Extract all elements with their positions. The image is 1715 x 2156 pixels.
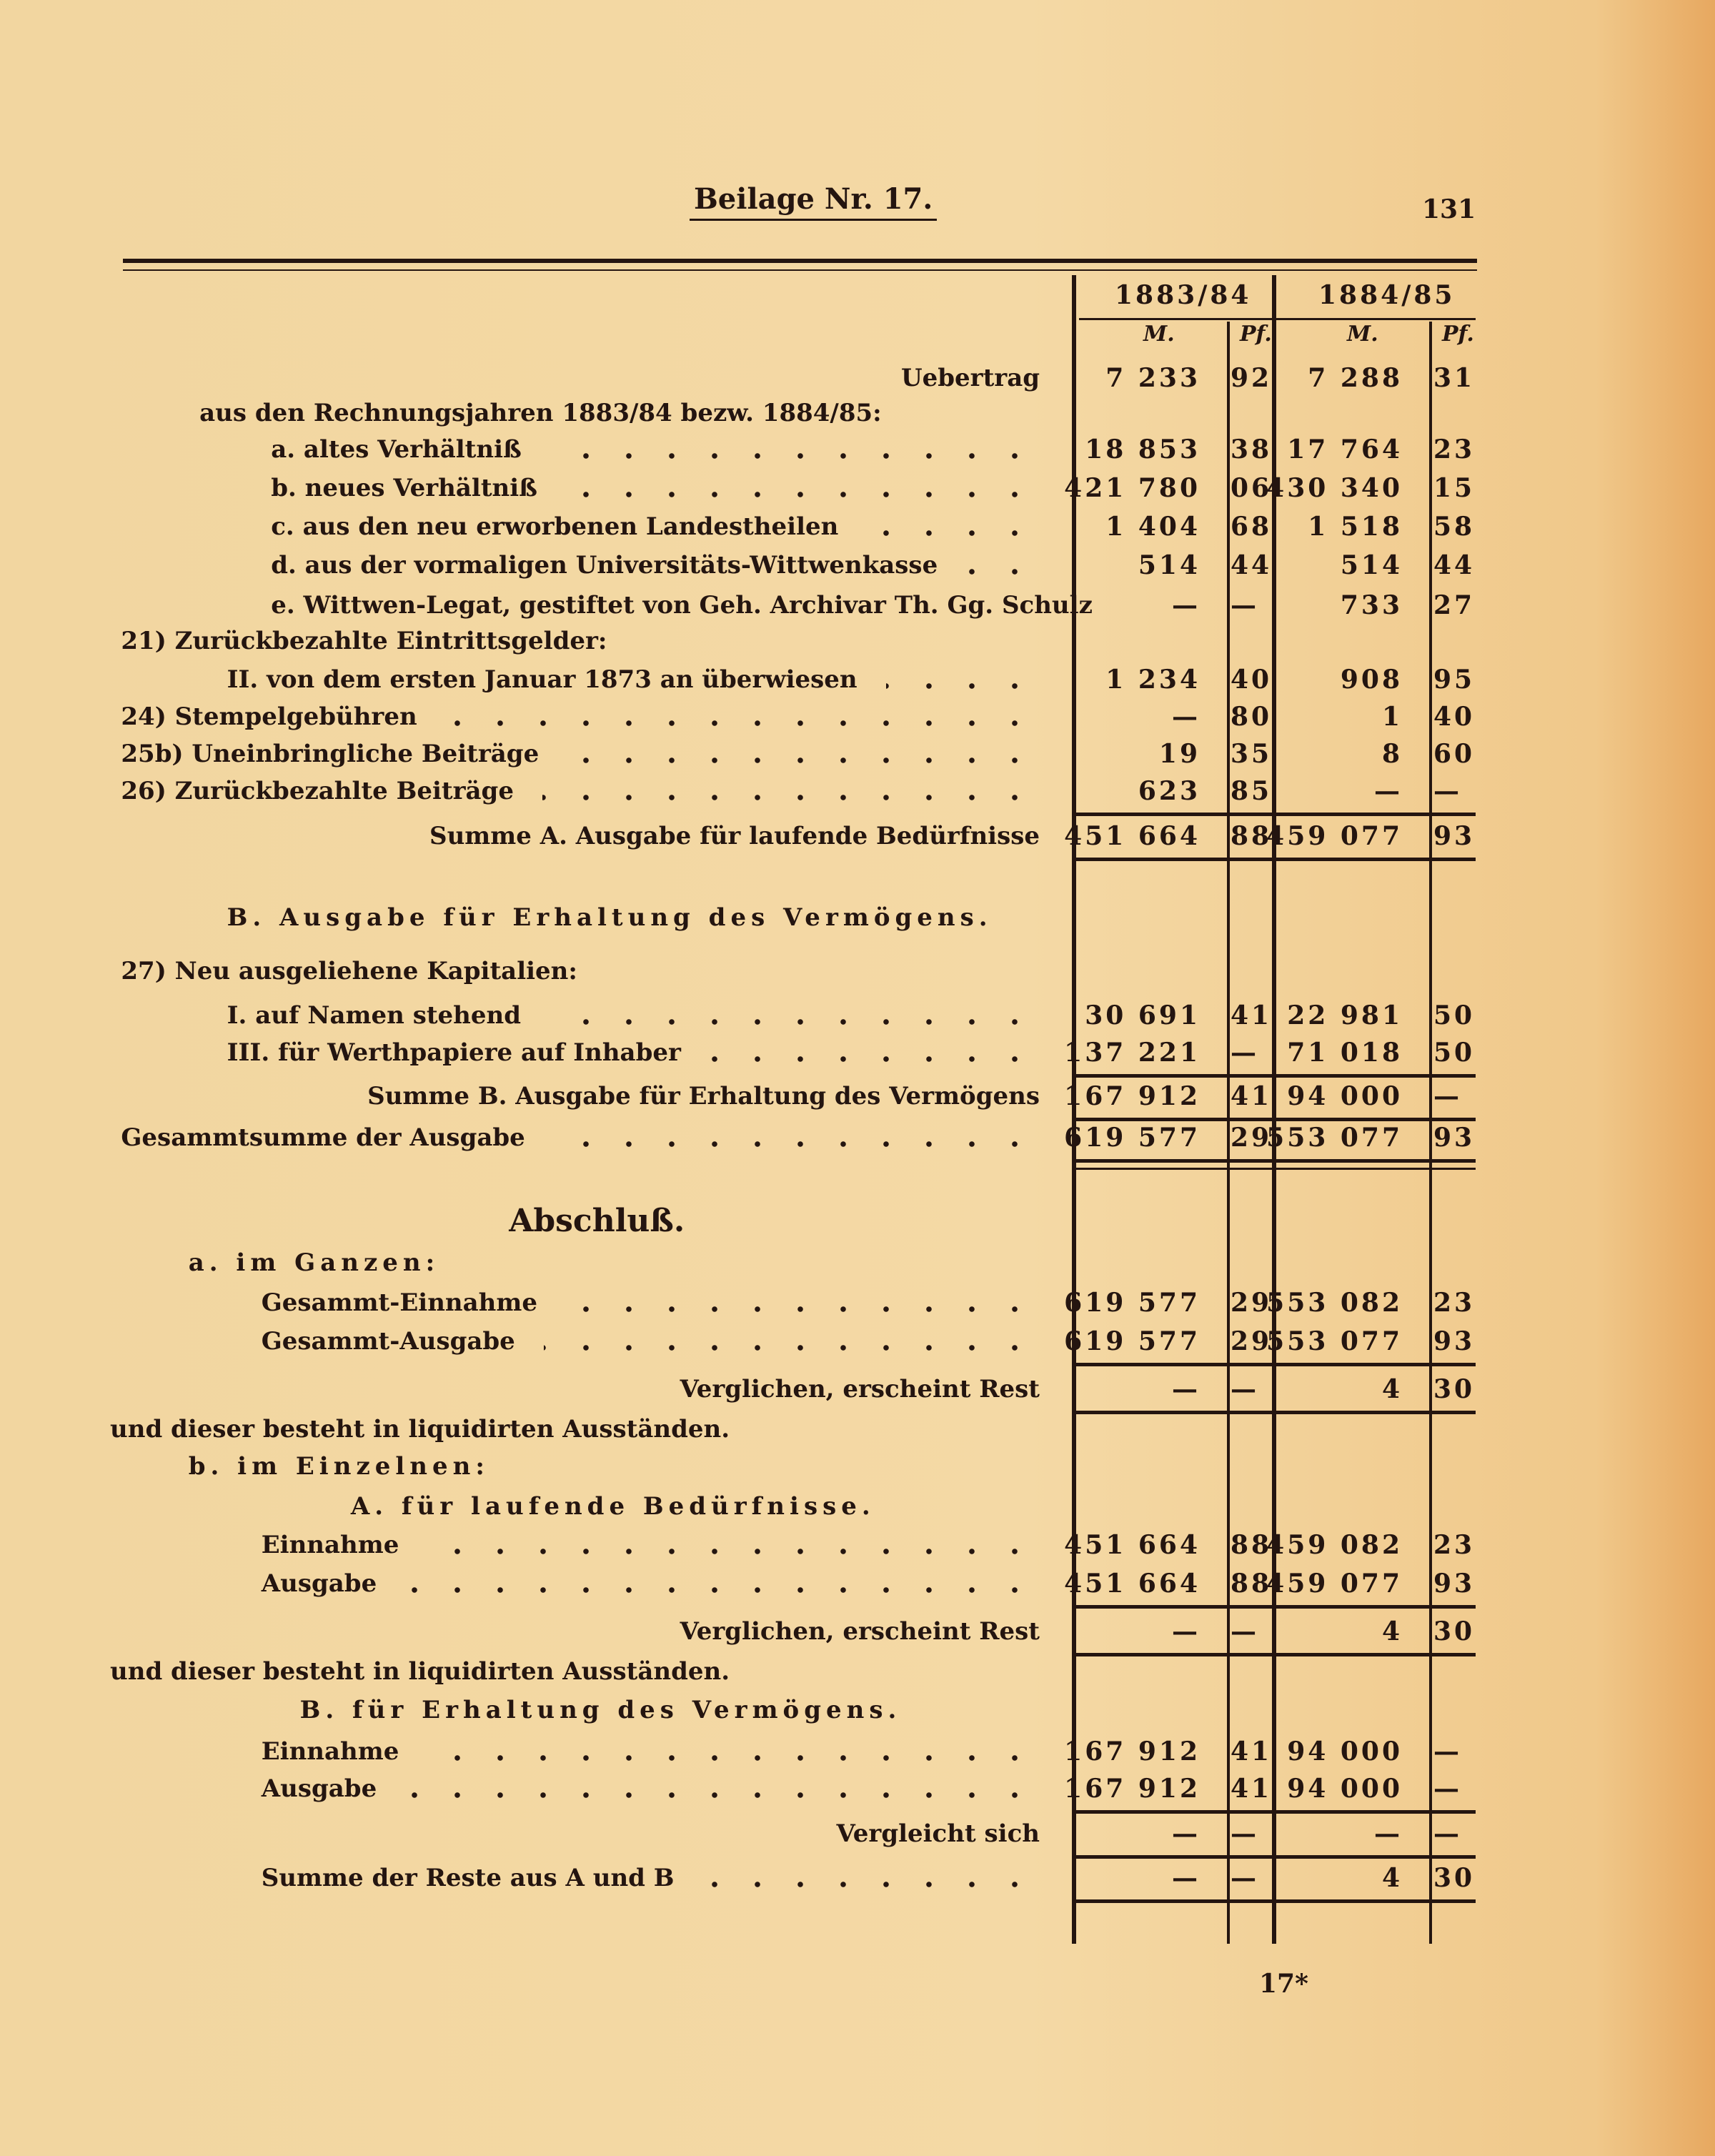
pfennig-header-1: Pf.: [1240, 322, 1272, 347]
cell-pfennig-1883: 41: [1231, 1081, 1273, 1112]
cell-mark-1884: 4: [1381, 1616, 1403, 1647]
year-header-1884: 1884/85: [1318, 280, 1456, 310]
row-label: Abschluß.: [509, 1203, 685, 1240]
sum-rule: [1072, 1810, 1476, 1814]
mark-header-2: M.: [1347, 322, 1378, 347]
sum-rule: [1072, 858, 1476, 861]
cell-mark-1883: —: [1172, 590, 1200, 620]
dot-leader: [550, 1019, 1036, 1025]
cell-mark-1883: 19: [1158, 738, 1200, 769]
cell-pfennig-1884: 93: [1433, 1568, 1476, 1599]
cell-pfennig-1884: 44: [1433, 550, 1476, 581]
row-label: Gesammt-Ausgabe: [261, 1326, 515, 1356]
cell-pfennig-1884: —: [1433, 1081, 1462, 1112]
table-row: [0, 1035, 1715, 1070]
cell-mark-1883: 514: [1138, 550, 1200, 581]
cell-pfennig-1884: 15: [1433, 473, 1476, 504]
cell-pfennig-1883: —: [1231, 590, 1259, 620]
sum-rule: [1072, 1411, 1476, 1414]
row-label: III. für Werthpapiere auf Inhaber: [227, 1038, 681, 1067]
sum-rule: [1072, 1168, 1476, 1170]
cell-pfennig-1884: 30: [1433, 1616, 1476, 1647]
cell-mark-1884: 22 981: [1287, 1000, 1403, 1030]
page-title: Beilage Nr. 17.: [690, 182, 937, 221]
table-row: [0, 1566, 1715, 1601]
cell-mark-1884: —: [1374, 1819, 1403, 1849]
cell-mark-1884: 514: [1340, 550, 1403, 581]
cell-pfennig-1883: —: [1231, 1819, 1259, 1849]
cell-pfennig-1883: 29: [1231, 1326, 1273, 1356]
cell-pfennig-1884: 50: [1433, 1000, 1476, 1030]
cell-mark-1884: —: [1374, 775, 1403, 806]
table-row: [0, 900, 1715, 935]
cell-mark-1883: 623: [1138, 775, 1200, 806]
dot-leader: [567, 757, 1036, 763]
cell-pfennig-1884: 93: [1433, 1326, 1476, 1356]
row-label: A. für laufende Bedürfnisse.: [350, 1491, 875, 1521]
table-row: [0, 953, 1715, 989]
cell-mark-1883: 421 780: [1064, 473, 1200, 504]
cell-pfennig-1884: —: [1433, 1736, 1462, 1767]
sum-rule: [1072, 1855, 1476, 1859]
dot-leader: [553, 1141, 1036, 1147]
cell-pfennig-1884: 93: [1433, 821, 1476, 852]
cell-pfennig-1884: 58: [1433, 512, 1476, 542]
table-row: [0, 509, 1715, 545]
dot-leader: [445, 720, 1036, 726]
row-label: Ausgabe: [261, 1569, 377, 1598]
table-row: [0, 699, 1715, 735]
table-row: [0, 1203, 1715, 1239]
cell-mark-1883: —: [1172, 1862, 1200, 1893]
cell-mark-1884: 1 518: [1308, 512, 1403, 542]
cell-pfennig-1884: —: [1433, 1819, 1462, 1849]
cell-mark-1883: 619 577: [1064, 1287, 1200, 1318]
row-label: Verglichen, erscheint Rest: [680, 1617, 1040, 1646]
row-label: 24) Stempelgebühren: [121, 702, 417, 731]
table-row: [0, 1771, 1715, 1807]
dot-leader: [428, 1755, 1036, 1761]
row-label: Einnahme: [261, 1530, 399, 1559]
cell-pfennig-1884: 27: [1433, 590, 1476, 620]
cell-pfennig-1884: 60: [1433, 738, 1476, 769]
table-row: [0, 1078, 1715, 1114]
row-label: Vergleicht sich: [836, 1819, 1040, 1849]
cell-pfennig-1883: 44: [1231, 550, 1273, 581]
cell-mark-1884: 459 082: [1266, 1529, 1403, 1560]
cell-mark-1884: 430 340: [1266, 473, 1403, 504]
row-label: Uebertrag: [900, 364, 1040, 393]
cell-mark-1883: —: [1172, 701, 1200, 732]
row-label: Ausgabe: [261, 1774, 377, 1803]
table-row: [0, 1489, 1715, 1524]
cell-mark-1883: 137 221: [1064, 1037, 1200, 1068]
cell-mark-1883: 1 404: [1105, 512, 1200, 542]
cell-pfennig-1884: 30: [1433, 1374, 1476, 1405]
row-label: aus den Rechnungsjahren 1883/84 bezw. 1884/85:: [199, 398, 882, 427]
cell-pfennig-1883: 88: [1231, 1568, 1273, 1599]
cell-pfennig-1884: 23: [1433, 1529, 1476, 1560]
cell-pfennig-1883: 41: [1231, 1736, 1273, 1767]
table-row: [0, 1527, 1715, 1563]
row-label: 25b) Uneinbringliche Beiträge: [121, 739, 540, 768]
dot-leader: [566, 492, 1036, 497]
cell-mark-1884: 7 288: [1308, 363, 1403, 394]
row-label: Summe der Reste aus A und B: [261, 1863, 675, 1892]
table-row: [0, 1411, 1715, 1447]
cell-pfennig-1883: 80: [1231, 701, 1273, 732]
sum-rule: [1072, 1118, 1476, 1121]
dot-leader: [703, 1882, 1036, 1887]
cell-pfennig-1884: 93: [1433, 1122, 1476, 1153]
top-rule-thin: [123, 269, 1477, 271]
cell-mark-1884: 553 077: [1266, 1326, 1403, 1356]
table-row: [0, 1285, 1715, 1321]
cell-mark-1883: 1 234: [1105, 664, 1200, 695]
cell-mark-1883: 30 691: [1085, 1000, 1200, 1030]
row-label: I. auf Namen stehend: [227, 1000, 522, 1030]
table-row: [0, 623, 1715, 659]
row-label: B. für Erhaltung des Vermögens.: [299, 1695, 902, 1724]
table-row: [0, 662, 1715, 697]
pfennig-header-2: Pf.: [1442, 322, 1474, 347]
page-number: 131: [1422, 194, 1476, 224]
table-row: [0, 360, 1715, 396]
sum-rule: [1072, 813, 1476, 816]
signature-mark: 17*: [1259, 1969, 1308, 1999]
cell-mark-1884: 4: [1381, 1374, 1403, 1405]
cell-pfennig-1883: 06: [1231, 473, 1273, 504]
table-row: [0, 395, 1715, 431]
cell-mark-1884: 459 077: [1266, 1568, 1403, 1599]
cell-pfennig-1884: 95: [1433, 664, 1476, 695]
cell-mark-1884: 17 764: [1287, 434, 1403, 465]
row-label: e. Wittwen-Legat, gestiftet von Geh. Archivar Th. Gg. Schulz: [271, 591, 1093, 620]
table-row: [0, 1371, 1715, 1407]
table-row: [0, 1860, 1715, 1896]
mark-header-1: M.: [1143, 322, 1175, 347]
row-label: 21) Zurückbezahlte Eintrittsgelder:: [121, 627, 607, 656]
cell-pfennig-1883: 35: [1231, 738, 1273, 769]
cell-pfennig-1883: 85: [1231, 775, 1273, 806]
dot-leader: [428, 1549, 1036, 1554]
table-row: [0, 1120, 1715, 1156]
row-label: b. im Einzelnen:: [188, 1452, 489, 1481]
row-label: und dieser besteht in liquidirten Ausständen.: [110, 1415, 730, 1444]
cell-pfennig-1884: 40: [1433, 701, 1476, 732]
cell-mark-1884: 459 077: [1266, 821, 1403, 852]
cell-mark-1883: —: [1172, 1616, 1200, 1647]
dot-leader: [966, 569, 1036, 575]
cell-pfennig-1883: 68: [1231, 512, 1273, 542]
cell-mark-1883: —: [1172, 1374, 1200, 1405]
sum-rule: [1072, 1605, 1476, 1609]
cell-pfennig-1883: 92: [1231, 363, 1273, 394]
table-row: [0, 1323, 1715, 1359]
table-row: [0, 432, 1715, 467]
cell-mark-1883: 18 853: [1085, 434, 1200, 465]
row-label: Summe A. Ausgabe für laufende Bedürfnisse: [429, 822, 1040, 851]
cell-mark-1884: 553 077: [1266, 1122, 1403, 1153]
cell-pfennig-1883: 41: [1231, 1773, 1273, 1804]
sum-rule: [1072, 1653, 1476, 1656]
table-row: [0, 1245, 1715, 1281]
cell-pfennig-1884: 30: [1433, 1862, 1476, 1893]
table-row: [0, 1816, 1715, 1852]
row-label: und dieser besteht in liquidirten Ausständen.: [110, 1656, 730, 1686]
cell-pfennig-1884: 31: [1433, 363, 1476, 394]
cell-mark-1884: 94 000: [1287, 1081, 1403, 1112]
table-row: [0, 818, 1715, 854]
cell-mark-1884: 733: [1340, 590, 1403, 620]
year-header-rule: [1079, 318, 1476, 320]
dot-leader: [544, 1345, 1036, 1351]
table-row: [0, 1654, 1715, 1689]
row-label: Summe B. Ausgabe für Erhaltung des Vermögens: [367, 1082, 1040, 1111]
cell-mark-1883: 167 912: [1064, 1773, 1200, 1804]
row-label: b. neues Verhältniß: [271, 474, 537, 503]
sum-rule: [1072, 1899, 1476, 1903]
table-row: [0, 587, 1715, 623]
cell-mark-1883: 167 912: [1064, 1736, 1200, 1767]
row-label: Verglichen, erscheint Rest: [680, 1375, 1040, 1404]
cell-pfennig-1883: —: [1231, 1037, 1259, 1068]
cell-pfennig-1883: 88: [1231, 1529, 1273, 1560]
cell-pfennig-1884: —: [1433, 1773, 1462, 1804]
row-label: Gesammt-Einnahme: [261, 1288, 537, 1317]
cell-mark-1883: 167 912: [1064, 1081, 1200, 1112]
dot-leader: [550, 453, 1036, 459]
sum-rule: [1072, 1159, 1476, 1163]
row-label: B. Ausgabe für Erhaltung des Vermögens.: [227, 903, 993, 932]
table-row: [0, 773, 1715, 809]
row-label: II. von dem ersten Januar 1873 an überwiesen: [227, 665, 858, 694]
cell-pfennig-1883: 38: [1231, 434, 1273, 465]
table-row: [0, 1692, 1715, 1728]
cell-pfennig-1884: 23: [1433, 434, 1476, 465]
cell-mark-1884: 1: [1381, 701, 1403, 732]
cell-mark-1884: 908: [1340, 664, 1403, 695]
row-label: 27) Neu ausgeliehene Kapitalien:: [121, 957, 577, 986]
cell-mark-1884: 71 018: [1287, 1037, 1403, 1068]
table-row: [0, 547, 1715, 583]
cell-mark-1883: 451 664: [1064, 1529, 1200, 1560]
table-row: [0, 1614, 1715, 1649]
cell-mark-1883: 451 664: [1064, 1568, 1200, 1599]
row-label: c. aus den neu erworbenen Landestheilen: [271, 512, 839, 542]
row-label: 26) Zurückbezahlte Beiträge: [121, 776, 514, 805]
row-label: a. im Ganzen:: [188, 1248, 440, 1278]
dot-leader: [710, 1056, 1036, 1062]
cell-pfennig-1883: 41: [1231, 1000, 1273, 1030]
dot-leader: [405, 1792, 1036, 1798]
row-label: Gesammtsumme der Ausgabe: [121, 1123, 525, 1152]
cell-mark-1883: 619 577: [1064, 1326, 1200, 1356]
cell-pfennig-1884: 23: [1433, 1287, 1476, 1318]
table-row: [0, 1734, 1715, 1769]
table-row: [0, 1449, 1715, 1484]
year-header-1883: 1883/84: [1115, 280, 1252, 310]
cell-pfennig-1883: 40: [1231, 664, 1273, 695]
cell-mark-1884: 553 082: [1266, 1287, 1403, 1318]
cell-mark-1883: 619 577: [1064, 1122, 1200, 1153]
dot-leader: [542, 795, 1036, 800]
cell-pfennig-1883: —: [1231, 1862, 1259, 1893]
cell-pfennig-1884: 50: [1433, 1037, 1476, 1068]
dot-leader: [566, 1306, 1036, 1312]
cell-mark-1884: 4: [1381, 1862, 1403, 1893]
cell-pfennig-1883: 29: [1231, 1287, 1273, 1318]
top-rule: [123, 259, 1477, 263]
table-row: [0, 470, 1715, 506]
row-label: Einnahme: [261, 1737, 399, 1766]
sum-rule: [1072, 1363, 1476, 1366]
row-label: d. aus der vormaligen Universitäts-Wittwenkasse: [271, 551, 938, 580]
cell-mark-1884: 94 000: [1287, 1773, 1403, 1804]
table-row: [0, 998, 1715, 1033]
cell-pfennig-1883: 88: [1231, 821, 1273, 852]
dot-leader: [867, 530, 1036, 536]
cell-pfennig-1883: 29: [1231, 1122, 1273, 1153]
cell-mark-1883: 7 233: [1105, 363, 1200, 394]
cell-pfennig-1884: —: [1433, 775, 1462, 806]
dot-leader: [405, 1587, 1036, 1593]
dot-leader: [886, 683, 1036, 689]
cell-mark-1883: 451 664: [1064, 821, 1200, 852]
table-row: [0, 736, 1715, 772]
cell-mark-1884: 8: [1381, 738, 1403, 769]
cell-mark-1884: 94 000: [1287, 1736, 1403, 1767]
row-label: a. altes Verhältniß: [271, 435, 522, 465]
cell-mark-1883: —: [1172, 1819, 1200, 1849]
sum-rule: [1072, 1074, 1476, 1078]
cell-pfennig-1883: —: [1231, 1374, 1259, 1405]
cell-pfennig-1883: —: [1231, 1616, 1259, 1647]
